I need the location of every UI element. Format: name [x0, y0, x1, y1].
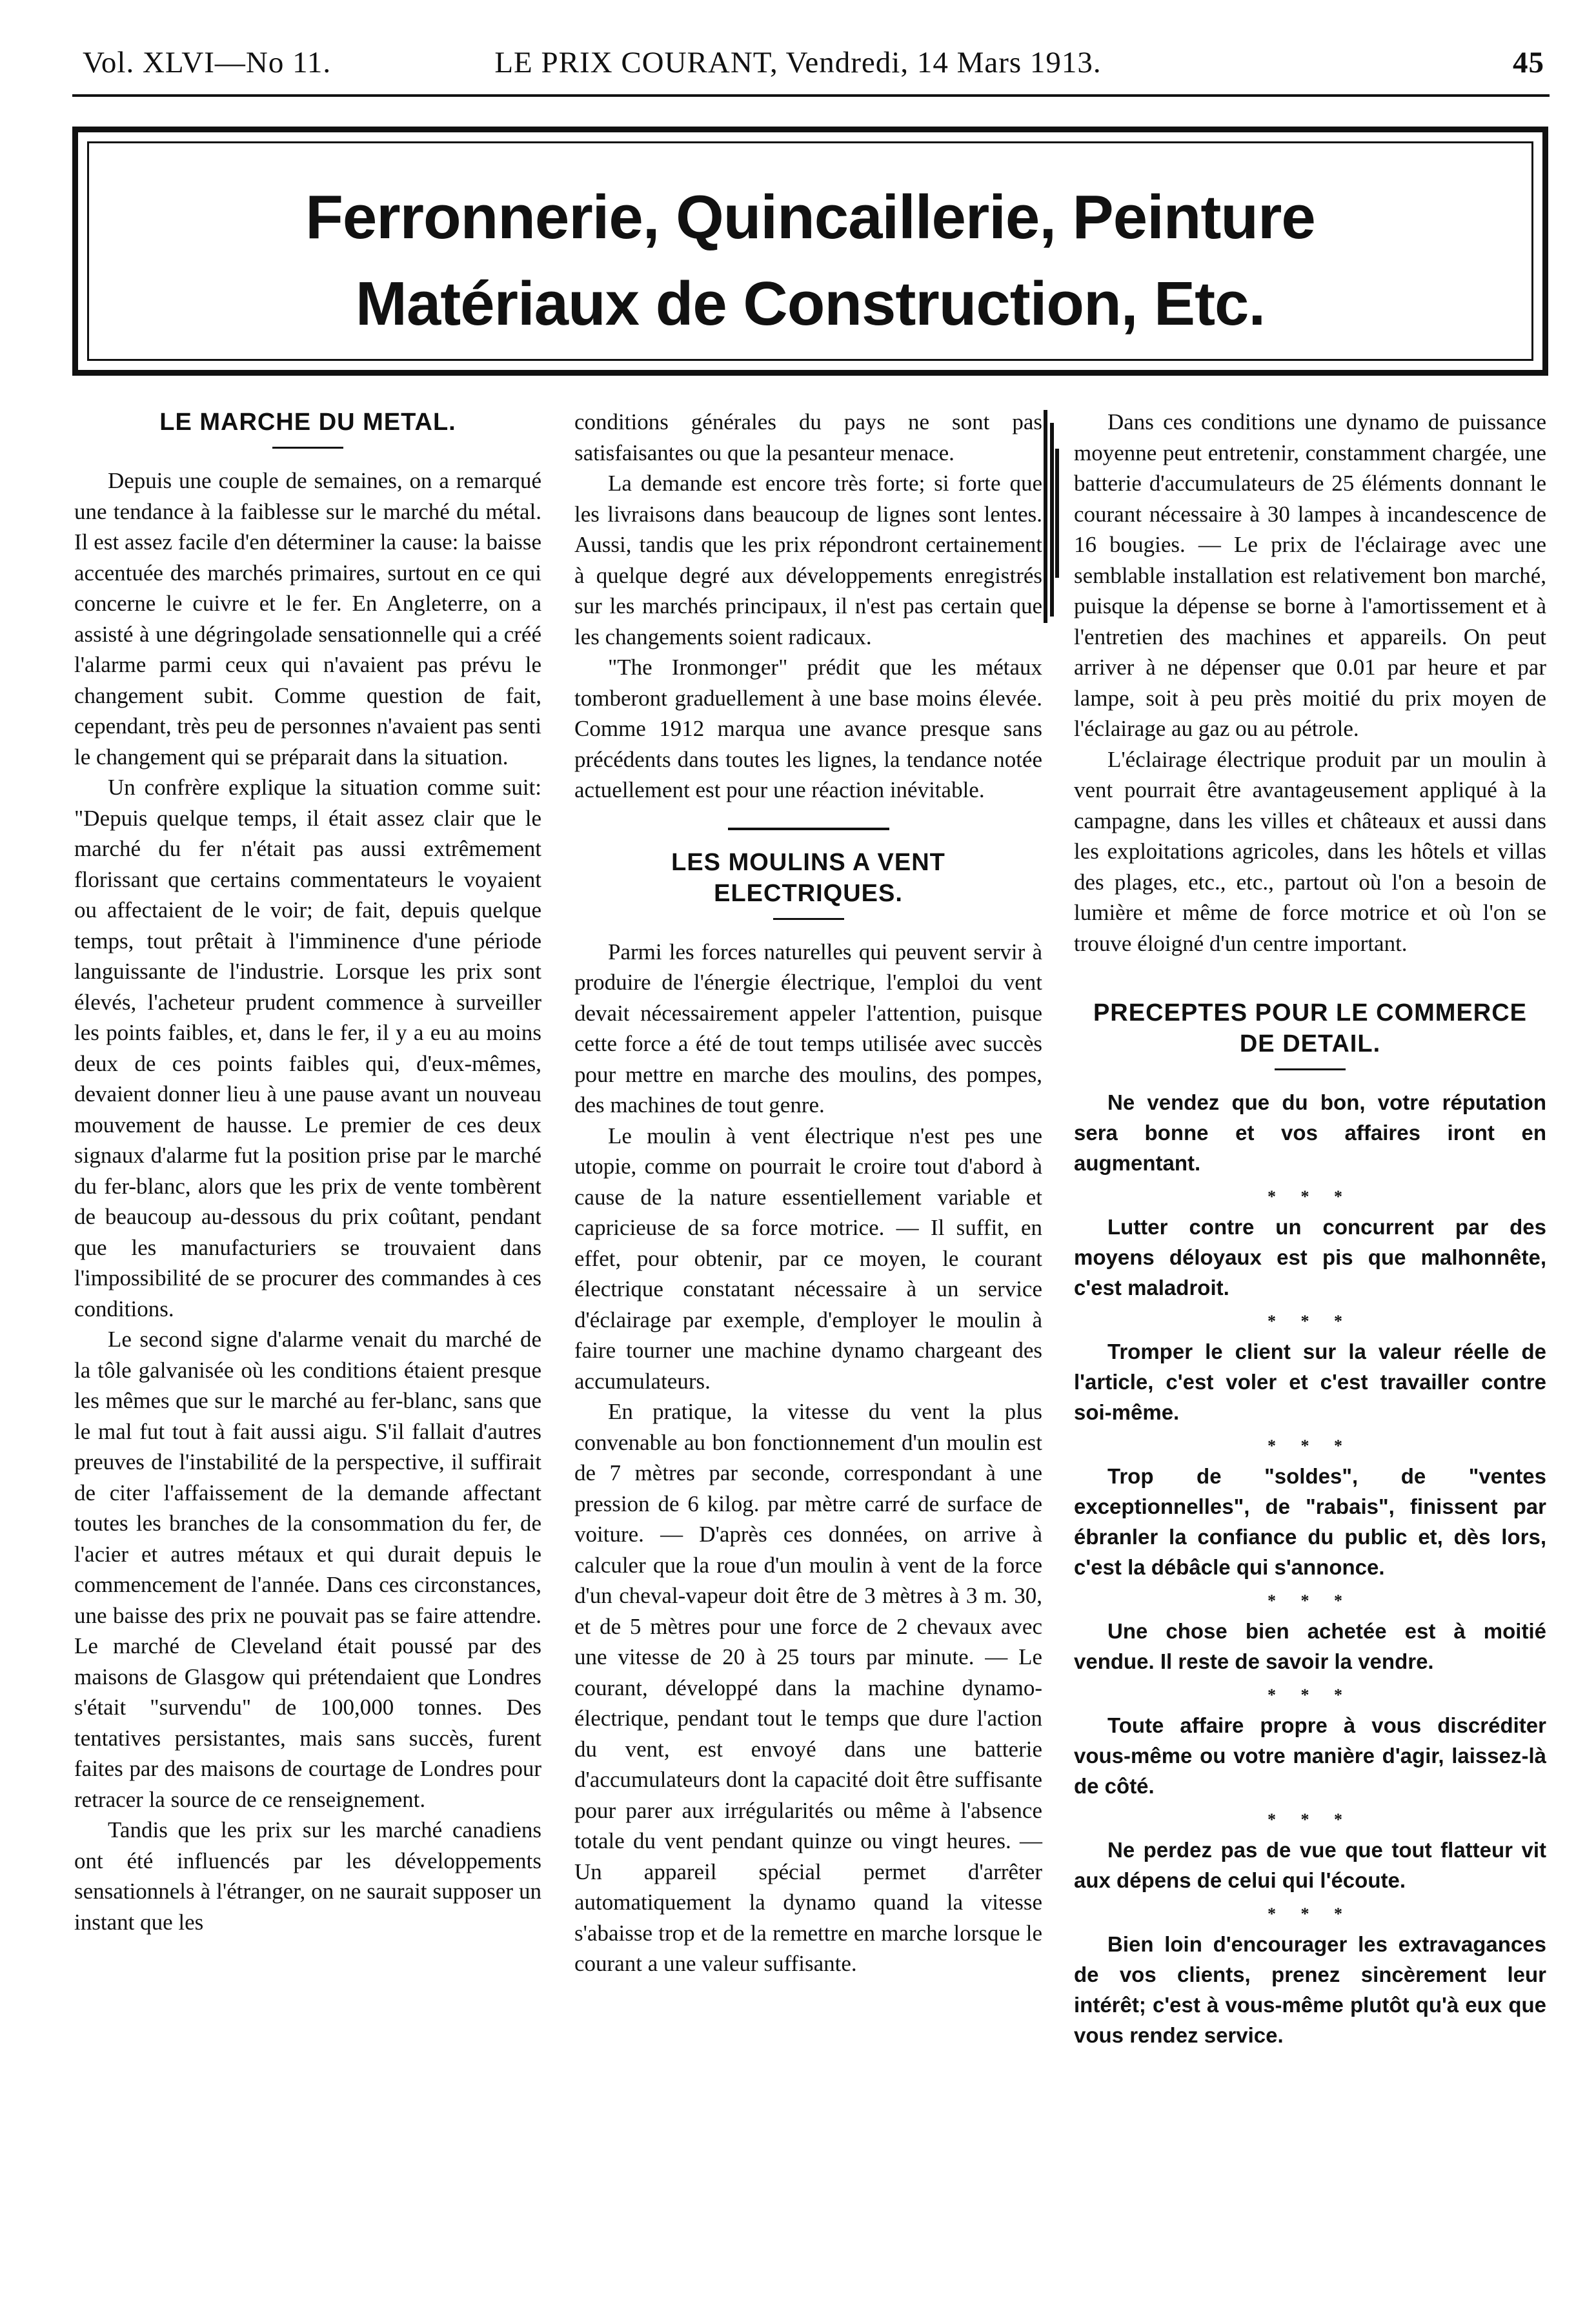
heading-rule	[272, 447, 343, 449]
volume-number: Vol. XLVI—No 11.	[83, 46, 332, 79]
section-title-inner-frame	[87, 141, 1533, 361]
article-paragraph: L'éclairage électrique produit par un moulin à vent pourrait être avantageusement appliqué à la campagne, dans les villes et châteaux et aussi dans les exploitations agricoles, dans les hôtels et villas des plages, etc., etc., partout où l'on a besoin de lumière et même de force motrice et où l'on se trouve éloigné d'un centre important.	[1074, 746, 1546, 956]
section-title-line-2: Matériaux de Construction, Etc.	[355, 269, 1266, 338]
heading-rule	[773, 918, 844, 920]
article-heading-preceptes	[1074, 997, 1546, 1059]
article-paragraph: Dans ces conditions une dynamo de puissance moyenne peut entretenir, constamment chargée, une batterie d'accumulateurs de 25 éléments donnant le courant nécessaire à 30 lampes à incandescence de 16 bougies. — Le prix de l'éclairage avec une semblable installation est relativement bon marché, puisque la dépense se borne à l'amortissement et à l'entretien des machines et appareils. On peut arriver à ne dépenser que 0.01 par heure et par lampe, soit à peu près moitié du prix moyen de l'éclairage au gaz ou au pétrole.	[1074, 409, 1546, 741]
heading-rule	[1275, 1068, 1346, 1070]
precept-separator-stars: * * *	[1268, 1436, 1353, 1455]
article-separator-rule	[728, 828, 889, 830]
article-paragraph: Parmi les forces naturelles qui peuvent servir à produire de l'énergie électrique, l'emploi du vent devait nécessairement appeler l'attention, puisque cette force a été de tout temps utilisée avec succès pour mettre en marche des moulins, des pompes, des machines de tout genre.	[574, 939, 1042, 1117]
section-title-line-1: Ferronnerie, Quincaillerie, Peinture	[305, 183, 1315, 252]
precept-separator-stars: * * *	[1268, 1904, 1353, 1923]
precept-separator-stars: * * *	[1268, 1312, 1353, 1331]
article-heading-moulins: LES MOULINS A VENT ELECTRIQUES.	[671, 848, 945, 907]
precept-item: Bien loin d'encourager les extravagances de vos clients, prenez sincèrement leur intérêt; c'est à vous-même plutôt qu'à eux que vous rendez service.	[1074, 1932, 1546, 2047]
article-paragraph: Tandis que les prix sur les marché canadiens ont été influencés par les développements sensationnels à l'étranger, on ne saurait supposer un instant que les	[74, 1817, 541, 1935]
publication-dateline: LE PRIX COURANT, Vendredi, 14 Mars 1913.	[494, 46, 1102, 79]
precepts-list	[1074, 1087, 1546, 2050]
article-paragraph: En pratique, la vitesse du vent la plus convenable au bon fonctionnement d'un moulin est de 7 mètres par seconde, correspondant à une pression de 6 kilog. par mètre carré de surface de voiture. — D'après ces données, on arrive à calculer que la roue d'un moulin à vent de la force d'un cheval-vapeur doit être de 3 mètres à 3 m. 30, et de 5 mètres pour une force de 2 chevaux avec une vitesse de 20 à 25 tours par minute. — Le courant, développé dans la machine dynamo-électrique, pendant tout le temps que dure l'action du vent, est envoyé dans une batterie d'accumulateurs dont la capacité doit être suffisante pour parer aux irrégularités ou même à l'absence totale du vent pendant quinze ou vingt heures. — Un appareil spécial permet d'arrêter automatiquement la dynamo quand la vitesse s'abaisse trop et de la remettre en marche lorsque le courant a une valeur suffisante.	[574, 1399, 1042, 1976]
precept-separator-stars: * * *	[1268, 1810, 1353, 1829]
article-heading-preceptes-line-2: DE DETAIL.	[1239, 1030, 1381, 1057]
page-number: 45	[1513, 46, 1544, 79]
column-middle	[574, 407, 1042, 1979]
column-left	[74, 407, 541, 1937]
precept-item: Ne vendez que du bon, votre réputation sera bonne et vos affaires iront en augmentant.	[1074, 1090, 1546, 1175]
article-paragraph: "The Ironmonger" prédit que les métaux tomberont graduellement à une base moins élevée. Comme 1912 marqua une avance presque sans précédents dans toutes les lignes, la tendance notée actuellement est pour une réaction inévitable.	[574, 655, 1042, 802]
precept-separator-stars: * * *	[1268, 1686, 1353, 1704]
article-paragraph: Depuis une couple de semaines, on a remarqué une tendance à la faiblesse sur le marché du métal. Il est assez facile d'en déterminer la cause: la baisse accentuée des marchés primaires, surtout en ce qui concerne le cuivre et le fer. En Angleterre, on a assisté à une dégringolade sensationnelle qui a créé l'alarme parmi ceux qui n'avaient pas prévu le changement subit. Comme question de fait, cependant, très peu de personnes n'avaient pas senti le changement qui se préparait dans la situation.	[74, 468, 541, 770]
article-heading-preceptes-line-1: PRECEPTES POUR LE COMMERCE	[1093, 999, 1528, 1026]
precept-separator-stars: * * *	[1268, 1591, 1353, 1610]
precept-item: Lutter contre un concurrent par des moyens déloyaux est pis que malhonnête, c'est maladroit.	[1074, 1215, 1546, 1300]
header-rule	[72, 94, 1550, 97]
article-paragraph-continued: conditions générales du pays ne sont pas satisfaisantes ou que la pesanteur menace.	[574, 409, 1042, 465]
precept-item: Une chose bien achetée est à moitié vendue. Il reste de savoir la vendre.	[1074, 1619, 1546, 1673]
article-paragraph: La demande est encore très forte; si forte que les livraisons dans beaucoup de lignes sont lentes. Aussi, tandis que les prix répondront certainement à quelque degré aux développements enregistrés sur les marchés principaux, il n'est pas certain que les changements soient radicaux.	[574, 471, 1042, 649]
precept-item: Trop de "soldes", de "ventes exceptionnelles", de "rabais", finissent par ébranler la confiance du public et, dès lors, c'est la débâcle qui s'annonce.	[1074, 1464, 1546, 1579]
column-right	[1074, 407, 1546, 2050]
article-paragraph: Un confrère explique la situation comme suit: "Depuis quelque temps, il était assez clair que le marché du fer n'était pas aussi extrêmement florissant que certains commentateurs le voyaient ou affectaient de le voir; de fait, depuis quelque temps, tout prêtait à l'imminence d'une période languissante de l'industrie. Lorsque les prix sont élevés, l'acheteur prudent commence à surveiller les points faibles, et, dans le fer, il y a eu au moins deux de ces points faibles qui, d'eux-mêmes, devaient donner lieu à une pause avant un nouveau mouvement de hausse. Le premier de ces deux signaux d'alarme fut la position prise par le marché du fer-blanc, alors que les prix de vente tombèrent de beaucoup au-dessous du prix coûtant, pendant que les manufacturiers se trouvaient dans l'impossibilité de se procurer des commandes à ces conditions.	[74, 775, 541, 1321]
precept-separator-stars: * * *	[1268, 1187, 1353, 1206]
article-paragraph: Le second signe d'alarme venait du marché de la tôle galvanisée où les conditions étaient presque les mêmes que sur le marché au fer-blanc, sans que le mal fut tout à fait aussi aigu. S'il fallait d'autres preuves de l'instabilité de la perspective, il suffirait de citer l'affaissement de la demande affectant toutes les branches de la consommation du fer, de l'acier et autres métaux et qui durait depuis le commencement de l'année. Dans ces circonstances, une baisse des prix ne pouvait pas se faire attendre. Le marché de Cleveland était poussé par des maisons de Glasgow qui prétendaient que Londres s'était "survendu" de 100,000 tonnes. Des tentatives persistantes, mais sans succès, furent faites par des maisons de courtage de Londres pour retracer la source de ce renseignement.	[74, 1327, 541, 1812]
article-paragraph: Le moulin à vent électrique n'est pes une utopie, comme on pourrait le croire tout d'abord à cause de la nature essentiellement variable et capricieuse de sa force motrice. — Il suffit, en effet, pour obtenir, par ce moyen, le courant électrique constatant nécessaire à un service d'éclairage par exemple, d'employer le moulin à faire tourner une machine dynamo chargeant des accumulateurs.	[574, 1123, 1042, 1394]
precept-item: Tromper le client sur la valeur réelle de l'article, c'est voler et c'est travailler contre soi-même.	[1074, 1340, 1546, 1424]
article-heading-metal: LE MARCHE DU METAL.	[159, 409, 456, 436]
precept-item: Toute affaire propre à vous discréditer vous-même ou votre manière d'agir, laissez-là de côté.	[1074, 1713, 1546, 1798]
precept-item: Ne perdez pas de vue que tout flatteur vit aux dépens de celui qui l'écoute.	[1074, 1838, 1546, 1892]
section-title-box	[72, 127, 1548, 376]
page-fold-mark	[1041, 410, 1060, 642]
